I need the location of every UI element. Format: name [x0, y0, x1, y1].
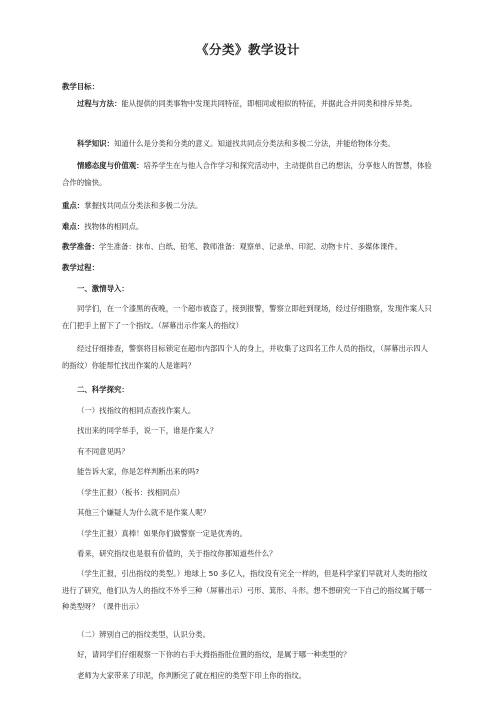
goal-process-paragraph	[62, 96, 434, 113]
goal-process-label: 过程与方法：	[77, 99, 122, 108]
difficulty-paragraph	[62, 219, 434, 236]
section1-heading: 一、激情导入：	[77, 284, 129, 293]
goal-attitude-paragraph	[62, 158, 434, 191]
intro-paragraph-1: 同学们，在一个漆黑的夜晚，一个超市被盗了，接到报警，警察立即赶到现场，经过仔细勘察，发现作案人只在门把手上留下了一个指纹。（屏幕出示作案人的指纹）	[62, 304, 432, 330]
text-line-2: 有不同意见吗？	[77, 447, 129, 456]
prep-label: 教学准备：	[62, 242, 99, 251]
document-title: 《分类》教学设计	[195, 42, 300, 57]
goal-process-text: 能从提供的同类事物中发现共同特征，即相同或相似的特征，并据此合并同类和排斥异类。	[121, 99, 417, 108]
process-heading: 教学过程：	[62, 263, 99, 272]
text-line-7: 看来，研究指纹也是很有价值的，关于指纹你都知道些什么？	[77, 549, 277, 558]
key-point-text: 掌握找共同点分类法和多极二分法。	[84, 201, 203, 210]
goal-knowledge-paragraph	[62, 136, 434, 153]
text-line-5: 其他三个嫌疑人为什么就不是作案人呢？	[77, 508, 211, 517]
subsection-1-heading: （一）找指纹的相同点查找作案人。	[77, 406, 196, 415]
goal-knowledge-label: 科学知识：	[77, 139, 114, 148]
text-line-6: （学生汇报）真棒！如果你们做警察一定是优秀的。	[77, 529, 247, 538]
fingerprint-paragraph: （学生汇报，引出指纹的类型。）地球上 50 多亿人，指纹没有完全一样的，但是科学家们早就对人类的指纹进行了研究，他们认为人的指纹不外乎三种（屏幕出示）弓形、箕形、斗形。想不想研究一下自己的指纹属于哪一种类型呀？（课件出示）	[62, 569, 432, 611]
key-point-paragraph	[62, 198, 434, 215]
goal-attitude-label: 情感态度与价值观：	[77, 161, 144, 170]
text-line-3: 能告诉大家，你是怎样判断出来的吗?	[77, 467, 200, 476]
difficulty-text: 找物体的相同点。	[84, 222, 144, 231]
goal-knowledge-text: 知道什么是分类和分类的意义。知道找共同点分类法和多极二分法，并能给物体分类。	[113, 139, 395, 148]
section2-heading: 二、科学探究：	[77, 385, 129, 394]
intro-paragraph-2: 经过仔细排查，警察将目标锁定在超市内部四个人的身上，并收集了这四名工作人员的指纹，（屏幕出示四人的指纹）你能帮忙找出作案的人是谁吗？	[62, 344, 429, 370]
text-line-1: 找出来的同学举手，说一下，谁是作案人？	[77, 426, 218, 435]
difficulty-label: 难点：	[62, 222, 85, 231]
prep-text: 学生准备：抹布、白纸、铅笔、教师准备：观察单、记录单、印泥、动物卡片、多媒体课件。	[98, 242, 402, 251]
subsection-2-heading: （二）辨别自己的指纹类型，认识分类。	[77, 630, 211, 639]
key-point-label: 重点：	[62, 201, 85, 210]
text-line-9: 老师为大家带来了印泥，你判断完了就在相应的类型下印上你的指纹。	[77, 671, 307, 680]
text-line-4: （学生汇报）（板书：找相同点）	[77, 488, 185, 497]
goals-heading: 教学目标：	[62, 82, 99, 91]
goal-attitude-text: 培养学生在与他人合作学习和探究活动中，主动提供自己的想法，分享他人的智慧，体验合作的愉快。	[62, 161, 432, 187]
text-line-8: 好，请同学们仔细观察一下你的右手大拇指指肚位置的指纹，是属于哪一种类型的？	[77, 650, 351, 659]
prep-paragraph	[62, 239, 434, 256]
